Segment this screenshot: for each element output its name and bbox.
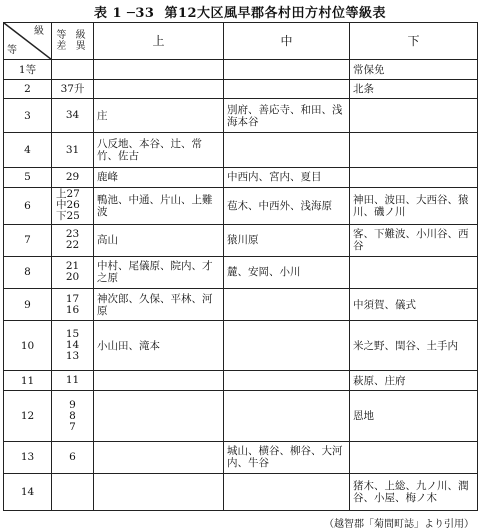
village-cell-middle: [224, 321, 350, 371]
rank-cell: 2: [4, 80, 52, 99]
village-cell-lower: [350, 167, 478, 187]
diff-value: 37升: [60, 82, 85, 95]
village-cell-upper: 鴨池、中通、片山、上難波: [94, 187, 224, 224]
village-cell-middle: [224, 473, 350, 510]
table-row: [4, 99, 478, 133]
village-cell-upper: 鹿峰: [94, 167, 224, 187]
diff-value: 23: [65, 228, 80, 241]
village-cell-middle: [224, 60, 350, 80]
diff-value: 17: [65, 292, 80, 305]
diff-value: 21: [65, 260, 80, 273]
village-cell-middle: 中西内、宮内、夏目: [224, 167, 350, 187]
table-row: [4, 391, 478, 441]
col-header-upper: 上: [94, 23, 224, 60]
rank-cell: 10: [4, 321, 52, 371]
table-header-row: [4, 23, 478, 60]
village-cell-middle: [224, 391, 350, 441]
rank-cell: 12: [4, 391, 52, 441]
diff-cell: [52, 441, 94, 473]
rank-cell: 3: [4, 99, 52, 133]
table-title: [0, 2, 480, 21]
village-cell-upper: 中村、尾儀原、院内、才之原: [94, 256, 224, 288]
diff-value: 15: [65, 328, 80, 341]
table-body: [4, 60, 478, 511]
village-cell-lower: 猪木、上総、九ノ川、潤谷、小屋、梅ノ木: [350, 473, 478, 510]
village-cell-lower: [350, 441, 478, 473]
diff-cell: [52, 133, 94, 167]
source-note: （越智郡「菊間町誌」より引用）: [324, 519, 474, 530]
diff-value: 16: [65, 303, 80, 316]
diff-value: 22: [65, 239, 80, 252]
diff-value: 13: [65, 350, 80, 363]
diff-cell: [52, 391, 94, 441]
rank-cell: 9: [4, 289, 52, 321]
rank-corner-cell: [4, 23, 52, 60]
diff-value: 下25: [56, 210, 80, 223]
diff-cell: [52, 321, 94, 371]
village-cell-middle: [224, 289, 350, 321]
table-row: [4, 60, 478, 80]
village-cell-upper: [94, 80, 224, 99]
diff-cell: [52, 371, 94, 391]
diff-cell: [52, 60, 94, 80]
table-row: [4, 473, 478, 510]
table-row: [4, 187, 478, 224]
diff-value: 29: [65, 170, 80, 183]
village-cell-lower: 客、下難波、小川谷、西谷: [350, 224, 478, 256]
diff-cell: [52, 224, 94, 256]
rank-table: [3, 22, 478, 511]
village-cell-lower: 神田、波田、大西谷、猿川、磯ノ川: [350, 187, 478, 224]
village-cell-lower: 北条: [350, 80, 478, 99]
village-cell-lower: [350, 99, 478, 133]
table-caption: 第12大区風早郡各村田方村位等級表: [164, 6, 387, 21]
rank-cell: 11: [4, 371, 52, 391]
diff-cell: [52, 473, 94, 510]
village-cell-upper: [94, 371, 224, 391]
diff-value: 7: [69, 420, 76, 433]
diff-value: 34: [65, 109, 80, 122]
rank-cell: 4: [4, 133, 52, 167]
village-cell-upper: 庄: [94, 99, 224, 133]
col-header-middle: 中: [224, 23, 350, 60]
diff-value: 9: [69, 398, 76, 411]
village-cell-upper: [94, 391, 224, 441]
village-cell-upper: [94, 60, 224, 80]
diff-value: 31: [65, 143, 80, 156]
rank-cell: 5: [4, 167, 52, 187]
village-cell-upper: [94, 473, 224, 510]
village-cell-middle: 別府、善応寺、和田、浅海本谷: [224, 99, 350, 133]
rank-cell: 6: [4, 187, 52, 224]
village-cell-upper: 小山田、滝本: [94, 321, 224, 371]
col-header-lower: 下: [350, 23, 478, 60]
diff-cell: [52, 80, 94, 99]
table-row: [4, 167, 478, 187]
village-cell-middle: 苞木、中西外、浅海原: [224, 187, 350, 224]
village-cell-middle: 城山、横谷、柳谷、大河内、牛谷: [224, 441, 350, 473]
diff-cell: [52, 289, 94, 321]
diff-header-line1: 等 級: [56, 30, 89, 42]
diff-cell: [52, 99, 94, 133]
village-cell-upper: 神次郎、久保、平林、河原: [94, 289, 224, 321]
rank-cell: 13: [4, 441, 52, 473]
diff-value: 8: [69, 409, 76, 422]
diff-value: 6: [69, 450, 76, 463]
table-row: [4, 256, 478, 288]
table-row: [4, 80, 478, 99]
diff-value: 11: [65, 374, 80, 387]
diff-value: 中26: [56, 199, 80, 212]
diff-cell: [52, 256, 94, 288]
village-cell-upper: [94, 441, 224, 473]
diff-value: 14: [65, 339, 80, 352]
village-cell-middle: [224, 371, 350, 391]
table-row: [4, 224, 478, 256]
village-cell-upper: 高山: [94, 224, 224, 256]
village-cell-lower: [350, 256, 478, 288]
table-number: 表 1 ─33: [93, 6, 155, 21]
village-cell-middle: [224, 80, 350, 99]
rank-cell: 14: [4, 473, 52, 510]
rank-cell: 7: [4, 224, 52, 256]
village-cell-lower: 米之野、閏谷、土手内: [350, 321, 478, 371]
village-cell-lower: [350, 133, 478, 167]
diff-cell: [52, 167, 94, 187]
table-row: [4, 133, 478, 167]
village-cell-middle: 猿川原: [224, 224, 350, 256]
corner-label-top: 級: [34, 26, 48, 37]
village-cell-lower: 恩地: [350, 391, 478, 441]
village-cell-lower: 萩原、庄府: [350, 371, 478, 391]
diff-value: 20: [65, 271, 80, 284]
table-row: [4, 289, 478, 321]
rank-cell: 8: [4, 256, 52, 288]
village-cell-upper: 八反地、本谷、辻、常竹、佐古: [94, 133, 224, 167]
diff-header-line2: 差 異: [56, 41, 89, 53]
corner-label-bottom: 等: [7, 45, 21, 57]
rank-cell: 1等: [4, 60, 52, 80]
village-cell-lower: 常保免: [350, 60, 478, 80]
village-cell-lower: 中須賀、儀式: [350, 289, 478, 321]
table-row: [4, 371, 478, 391]
village-cell-middle: [224, 133, 350, 167]
diff-value: 上27: [56, 188, 80, 201]
diff-cell: [52, 187, 94, 224]
table-row: [4, 321, 478, 371]
village-cell-middle: 麓、安岡、小川: [224, 256, 350, 288]
table-row: [4, 441, 478, 473]
diff-header: [52, 23, 94, 60]
